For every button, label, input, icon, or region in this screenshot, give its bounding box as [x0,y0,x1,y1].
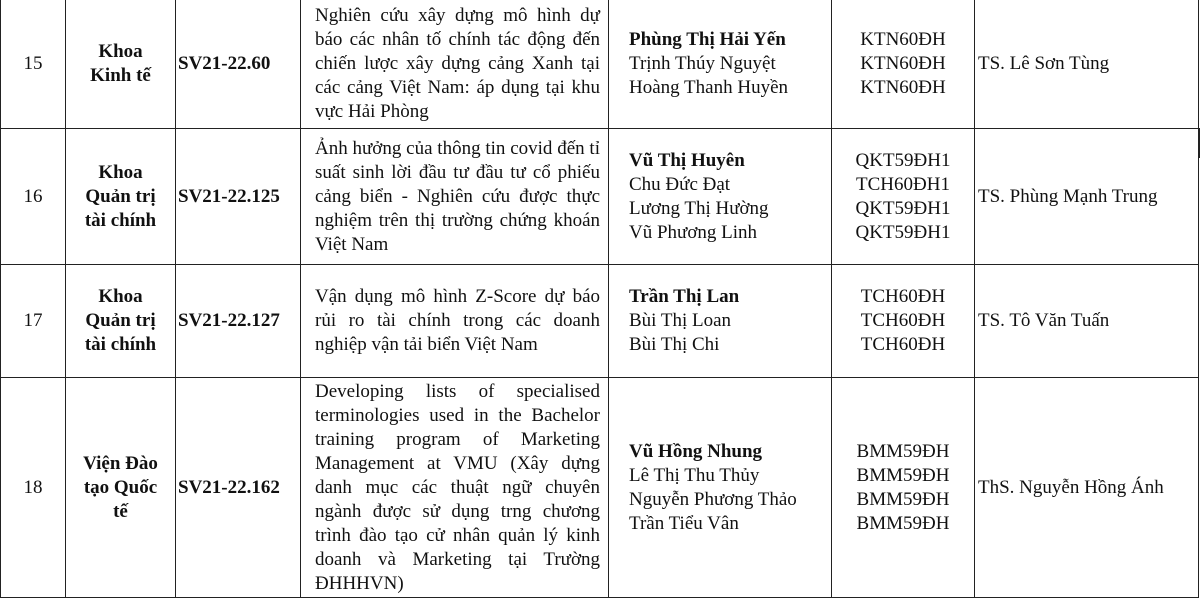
class-code: BMM59ĐH [856,512,950,534]
students-cell [609,265,832,378]
project-title-cell [301,0,609,129]
table-body [1,0,1199,598]
faculty-line: Viện Đào [83,452,158,474]
student-name: Lê Thị Thu Thủy [629,464,760,486]
student-leader: Vũ Thị Huyên [629,149,745,171]
classes-cell [832,0,975,129]
class-code: KTN60ĐH [860,28,946,50]
student-name: Chu Đức Đạt [629,173,731,195]
student-name: Trịnh Thúy Nguyệt [629,52,776,74]
project-code: SV21-22.162 [176,378,301,598]
student-name: Trần Tiểu Vân [629,512,739,534]
row-number: 16 [1,129,66,265]
table-row [1,378,1199,598]
class-code: BMM59ĐH [856,488,950,510]
project-title-cell [301,129,609,265]
class-code: TCH60ĐH [860,286,946,307]
project-code: SV21-22.60 [176,0,301,129]
project-title: Vận dụng mô hình Z-Score dự báo rủi ro tài chính trong các doanh nghiệp vận tải biển Việt Nam [315,286,600,355]
table-row [1,0,1199,129]
faculty-line: Kinh tế [90,64,151,86]
faculty-cell [66,129,176,265]
student-leader: Trần Thị Lan [629,286,740,307]
advisor-name: TS. Lê Sơn Tùng [975,0,1199,129]
faculty-line: tế [113,500,128,522]
advisor-name: ThS. Nguyễn Hồng Ánh [975,378,1199,598]
advisor-name: TS. Tô Văn Tuấn [975,265,1199,378]
project-title: Developing lists of specialised terminologies used in the Bachelor training program of Marketing Management at VMU (Xây dựng danh mục các thuật ngữ chuyên ngành được sử dụng trng chương trình đào tạo cử nhân quản lý kinh doanh và Marketing tại Trường ĐHHHVN) [315,380,600,594]
faculty-cell [66,378,176,598]
project-code: SV21-22.127 [176,265,301,378]
class-code: TCH60ĐH [860,334,946,355]
faculty-cell [66,265,176,378]
student-name: Bùi Thị Chi [629,334,720,355]
table-row [1,129,1199,265]
project-title: Ảnh hưởng của thông tin covid đến tỉ suất sinh lời đầu tư đầu tư cổ phiếu cảng biển - Nghiên cứu được thực nghiệm trên thị trường chứng khoán Việt Nam [315,137,600,255]
row-number: 18 [1,378,66,598]
student-name: Vũ Phương Linh [629,221,758,243]
class-code: TCH60ĐH1 [856,173,950,195]
class-code: KTN60ĐH [860,76,946,98]
student-name: Nguyễn Phương Thảo [629,488,797,510]
project-title-cell [301,265,609,378]
project-title-cell [301,378,609,598]
faculty-line: Quản trị [85,185,156,207]
student-name: Hoàng Thanh Huyền [629,76,789,98]
faculty-line: Khoa [98,161,143,183]
students-cell [609,129,832,265]
class-code: QKT59ĐH1 [855,149,951,171]
faculty-line: tạo Quốc [83,476,158,498]
project-title: Nghiên cứu xây dựng mô hình dự báo các nhân tố chính tác động đến chiến lược xây dựng cảng Xanh tại các cảng Việt Nam: áp dụng tại khu vực Hải Phòng [315,4,600,122]
classes-cell [832,378,975,598]
faculty-line: Khoa [98,286,143,307]
class-code: KTN60ĐH [860,52,946,74]
classes-cell [832,129,975,265]
student-leader: Vũ Hồng Nhung [629,440,763,462]
student-leader: Phùng Thị Hải Yến [629,28,786,50]
project-code: SV21-22.125 [176,129,301,265]
faculty-line: Quản trị [85,310,156,331]
class-code: TCH60ĐH [860,310,946,331]
faculty-line: tài chính [84,334,157,355]
faculty-line: tài chính [84,209,157,231]
faculty-line: Khoa [98,40,143,62]
row-number: 15 [1,0,66,129]
students-cell [609,378,832,598]
table-row [1,265,1199,378]
faculty-cell [66,0,176,129]
classes-cell [832,265,975,378]
class-code: BMM59ĐH [856,464,950,486]
student-name: Lương Thị Hường [629,197,769,219]
advisor-name: TS. Phùng Mạnh Trung [975,129,1199,265]
class-code: BMM59ĐH [856,440,950,462]
class-code: QKT59ĐH1 [855,197,951,219]
row-number: 17 [1,265,66,378]
class-code: QKT59ĐH1 [855,221,951,243]
student-name: Bùi Thị Loan [629,310,732,331]
students-cell [609,0,832,129]
